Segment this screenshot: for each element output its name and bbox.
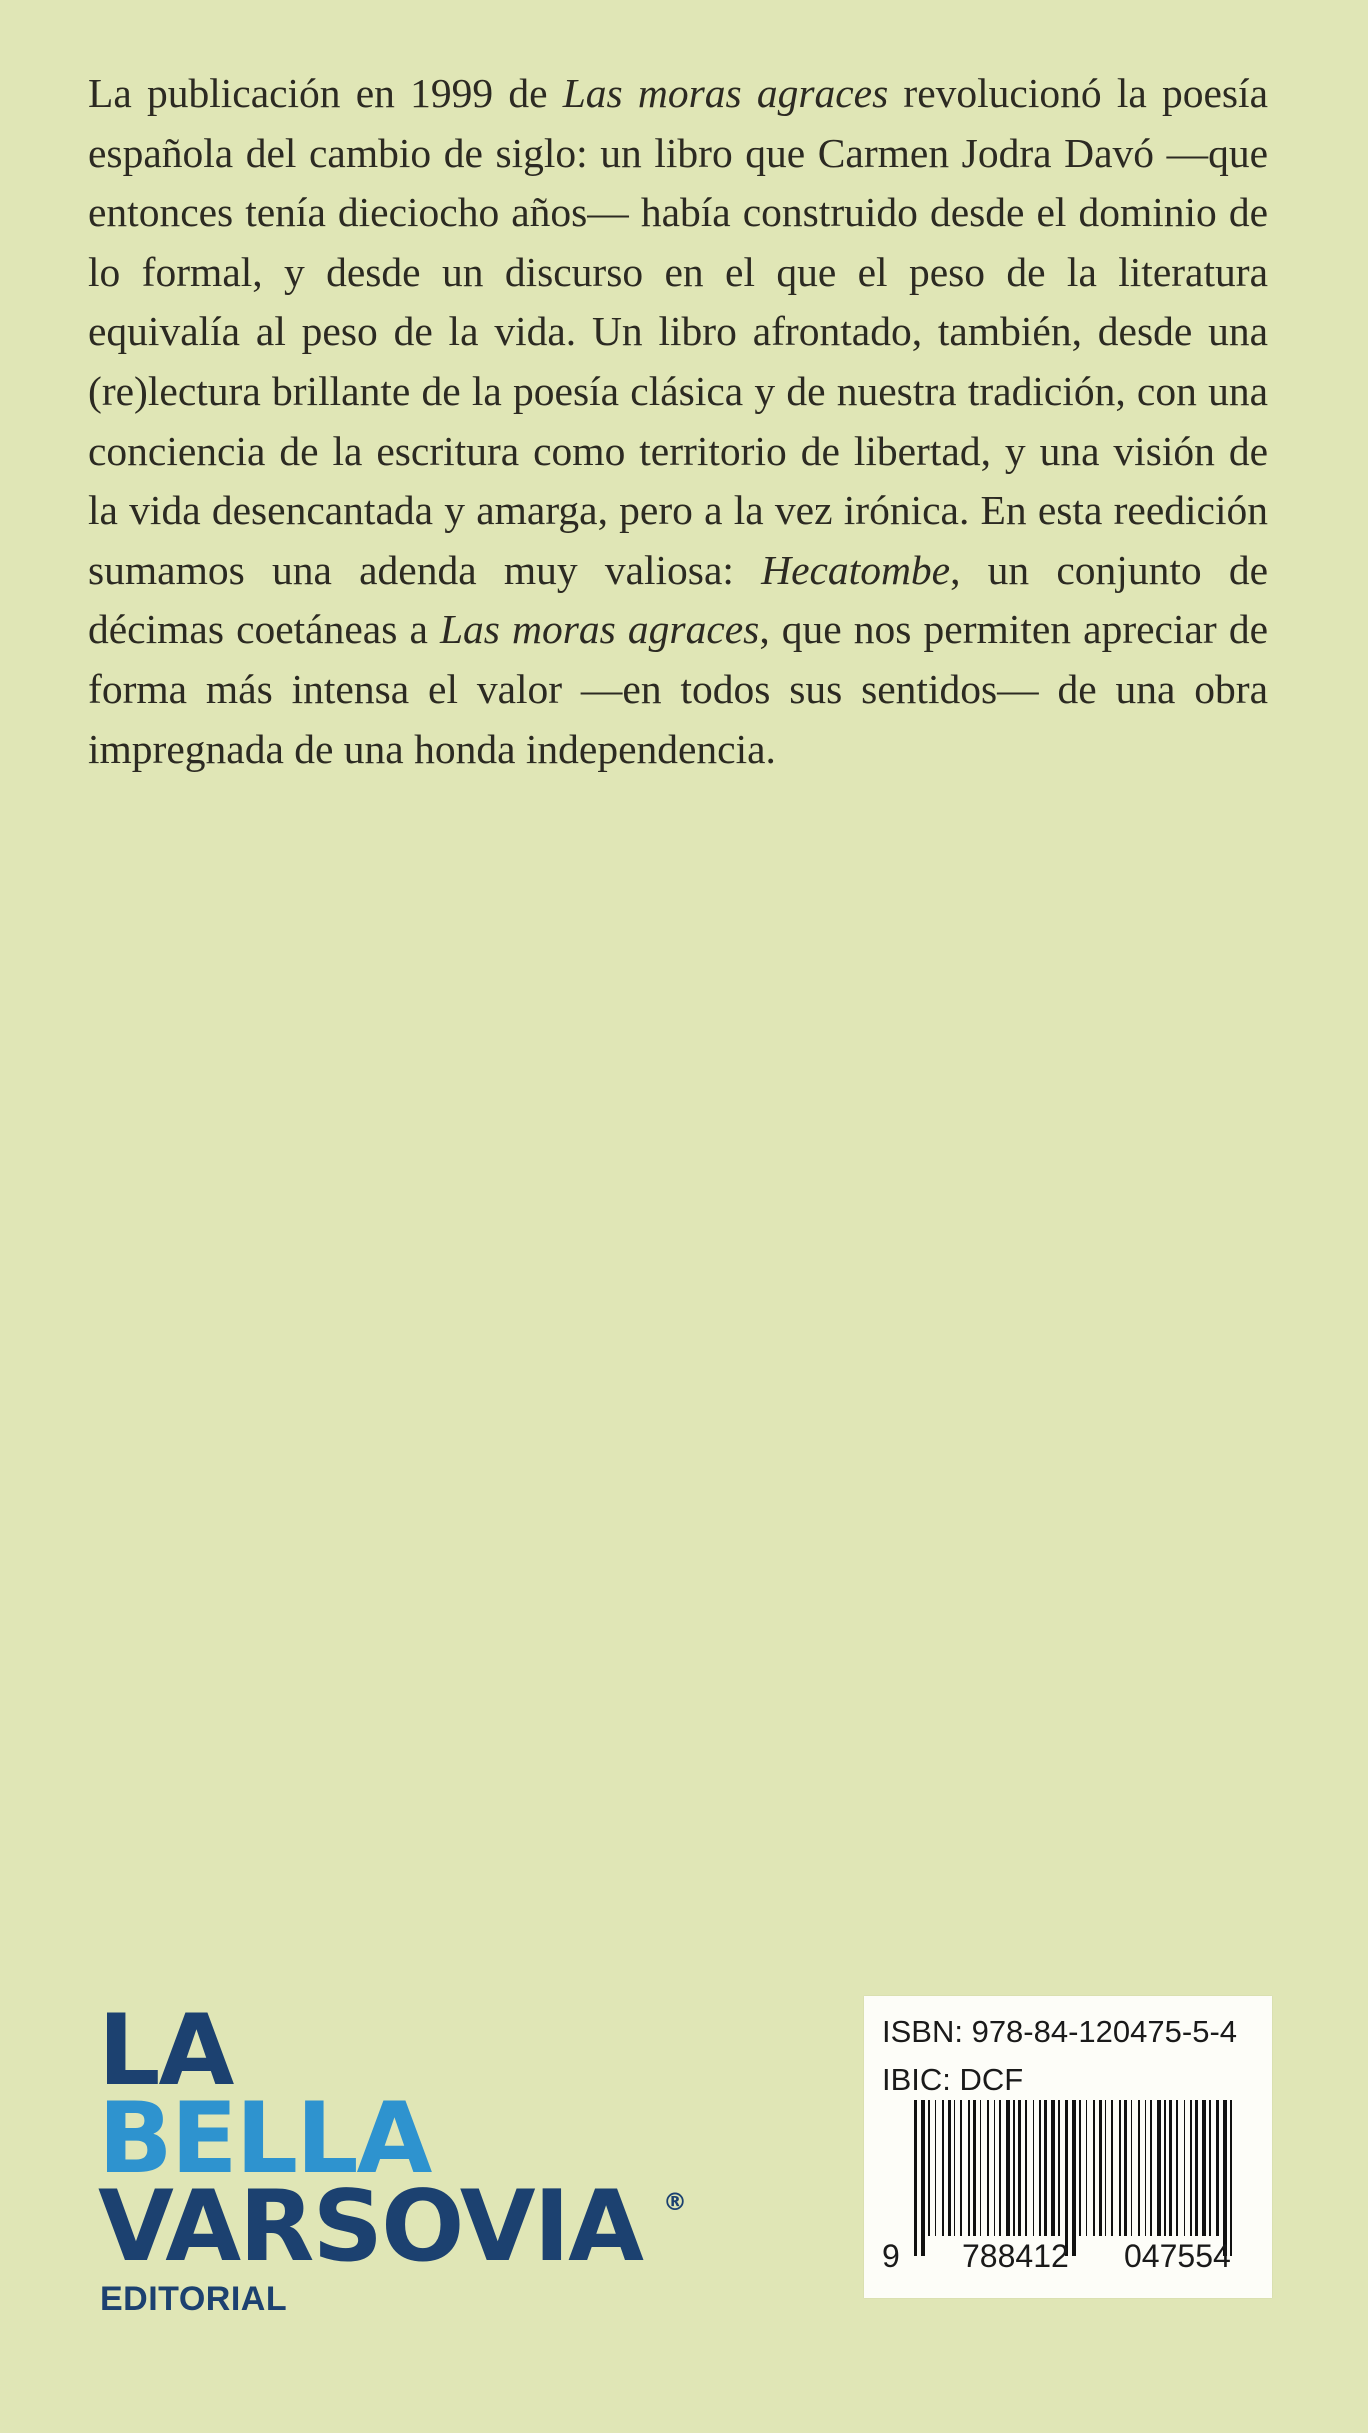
blurb-text-2: revolucionó la poesía española del cambio de siglo: un libro que Carmen Jodra Davó —que entonces tenía dieciocho años— había construido desde el dominio de lo formal, y desde un discurso en el que el peso de la literatura equivalía al peso de la vida. Un libro afrontado, también, desde una (re)lectura brillante de la poesía clásica y de nuestra tradición, con una conciencia de la escritura como territorio de libertad, y una visión de la vida desencantada y amarga, pero a la vez irónica. En esta reedición sumamos una adenda muy valiosa: [88, 70, 1268, 593]
blurb-book-title-2: Hecatombe [761, 546, 951, 593]
logo-word-bella: BELLA [98, 2082, 431, 2196]
logo-word-varsovia: VARSOVIA [98, 2170, 642, 2284]
isbn-number: ISBN: 978-84-120475-5-4 [882, 2014, 1238, 2049]
barcode-graphic [914, 2100, 1234, 2256]
barcode-sticker [864, 1996, 1272, 2298]
logo-word-la: LA [98, 1994, 233, 2108]
barcode-digit-first: 9 [882, 2238, 900, 2274]
blurb-book-title-1: Las moras agraces [562, 70, 889, 116]
logo-subtitle-editorial: EDITORIAL [100, 2280, 288, 2318]
blurb-text-3: , un conjunto de décimas coetáneas a [88, 546, 1268, 653]
ibic-code: IBIC: DCF [882, 2062, 1024, 2097]
barcode-digits-left: 788412 [962, 2238, 1069, 2274]
blurb-text-1: La publicación en 1999 de [88, 70, 563, 116]
registered-trademark-mark: ® [663, 2188, 687, 2216]
blurb-text-4: , que nos permiten apreciar de forma más intensa el valor —en todos sus sentidos— de una obra impregnada de una honda independencia. [88, 606, 1269, 772]
blurb-book-title-3: Las moras agraces [439, 606, 760, 653]
publisher-logo [98, 1994, 718, 2322]
barcode-digits-right: 047554 [1124, 2238, 1231, 2274]
back-cover-blurb [88, 64, 1268, 779]
